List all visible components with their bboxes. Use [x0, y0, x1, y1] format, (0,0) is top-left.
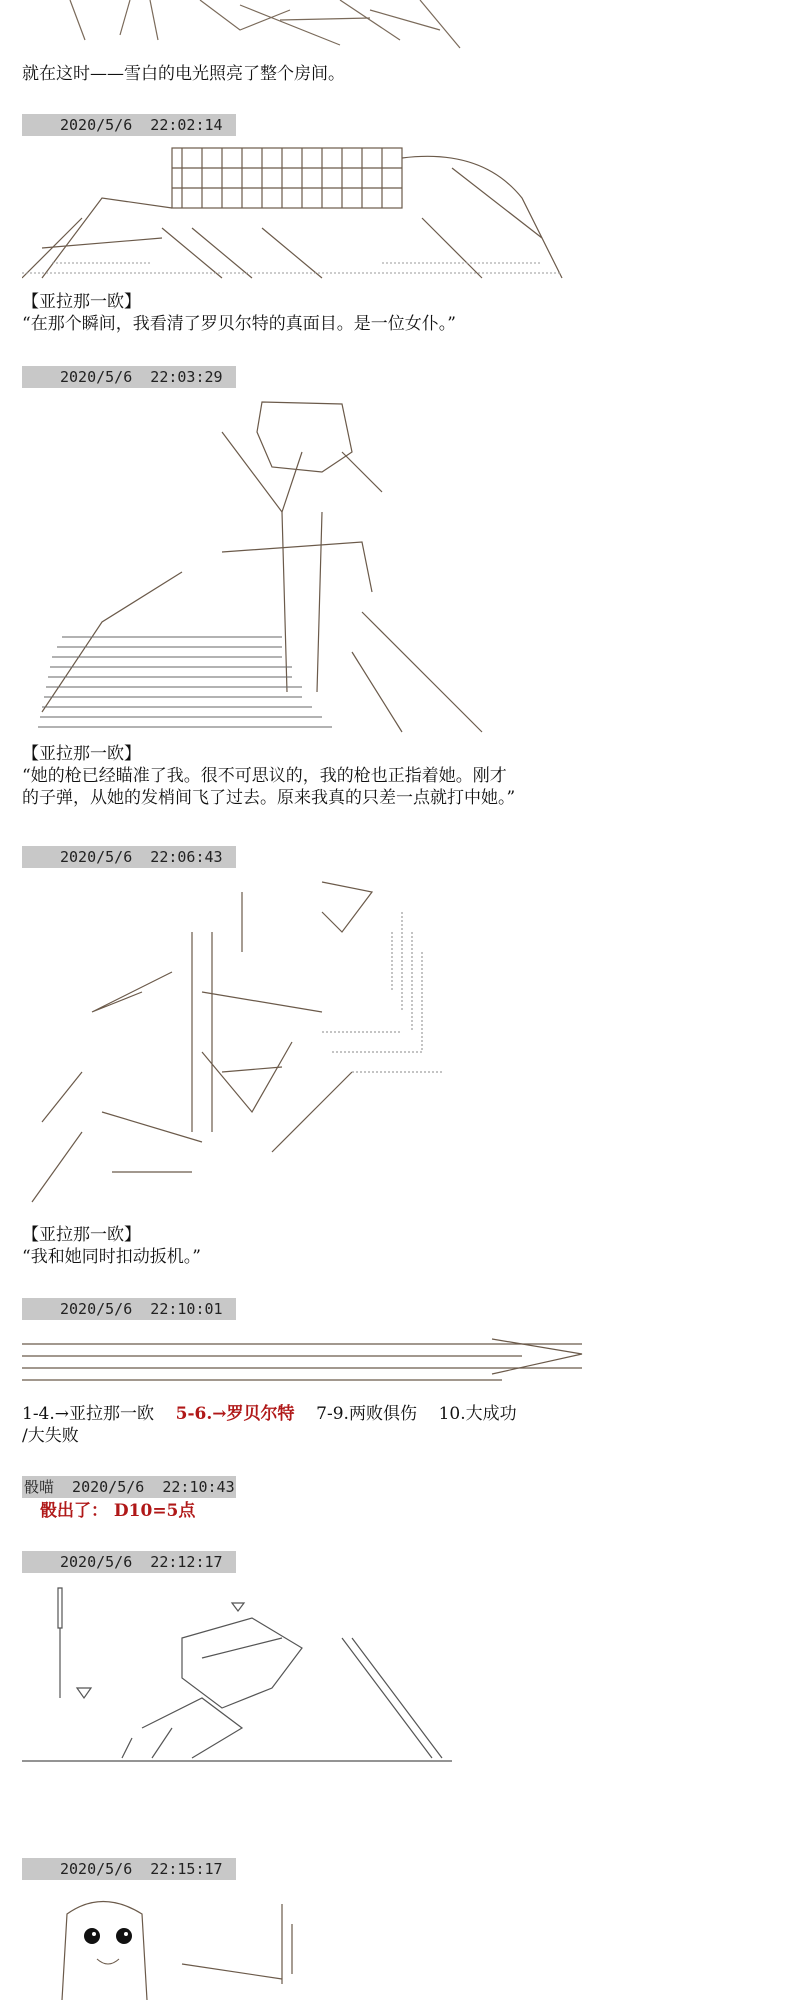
option-4: 10.大成功: [438, 1404, 517, 1424]
ascii-art-gunshot-strip: [22, 1334, 592, 1384]
dialogue-text: “在那个瞬间，我看清了罗贝尔特的真面目。是一位女仆。”: [22, 314, 456, 334]
post-timestamp: 2020/5/6 22:12:17: [22, 1551, 236, 1573]
dice-header: 骰喵 2020/5/6 22:10:43: [24, 1478, 235, 1496]
ascii-art-maid-aiming: [22, 392, 492, 737]
option-3: 7-9.两败俱伤: [316, 1404, 417, 1424]
option-2-selected: 5-6.→罗贝尔特: [175, 1404, 295, 1424]
ascii-art-surprised-face: [22, 1884, 322, 2000]
ascii-art-lightning: [40, 0, 480, 50]
option-5: /大失败: [22, 1426, 79, 1446]
speaker-label: 【亚拉那一欧】: [22, 292, 141, 312]
post-timestamp: 2020/5/6 22:03:29: [22, 366, 236, 388]
ascii-art-falling-figure: [22, 1578, 462, 1763]
dice-result: 骰出了： D10=5点: [40, 1501, 196, 1521]
ascii-art-duel-figures: [22, 872, 452, 1212]
narration-text: 就在这时——雪白的电光照亮了整个房间。: [22, 64, 345, 84]
speaker-label: 【亚拉那一欧】: [22, 744, 141, 764]
post-timestamp: 2020/5/6 22:15:17: [22, 1858, 236, 1880]
speaker-label: 【亚拉那一欧】: [22, 1225, 141, 1245]
post-timestamp: 2020/5/6 22:02:14: [22, 114, 236, 136]
post-timestamp: 2020/5/6 22:06:43: [22, 846, 236, 868]
option-1: 1-4.→亚拉那一欧: [22, 1404, 155, 1424]
dialogue-text-line-1: “她的枪已经瞄准了我。很不可思议的，我的枪也正指着她。刚才: [22, 766, 507, 786]
ascii-art-hands-on-keyboard: [22, 138, 572, 286]
dialogue-text-line-2: 的子弹，从她的发梢间飞了过去。原来我真的只差一点就打中她。”: [22, 788, 516, 808]
post-timestamp: 2020/5/6 22:10:01: [22, 1298, 236, 1320]
dialogue-text: “我和她同时扣动扳机。”: [22, 1247, 201, 1267]
dice-options-line: [22, 1403, 517, 1425]
